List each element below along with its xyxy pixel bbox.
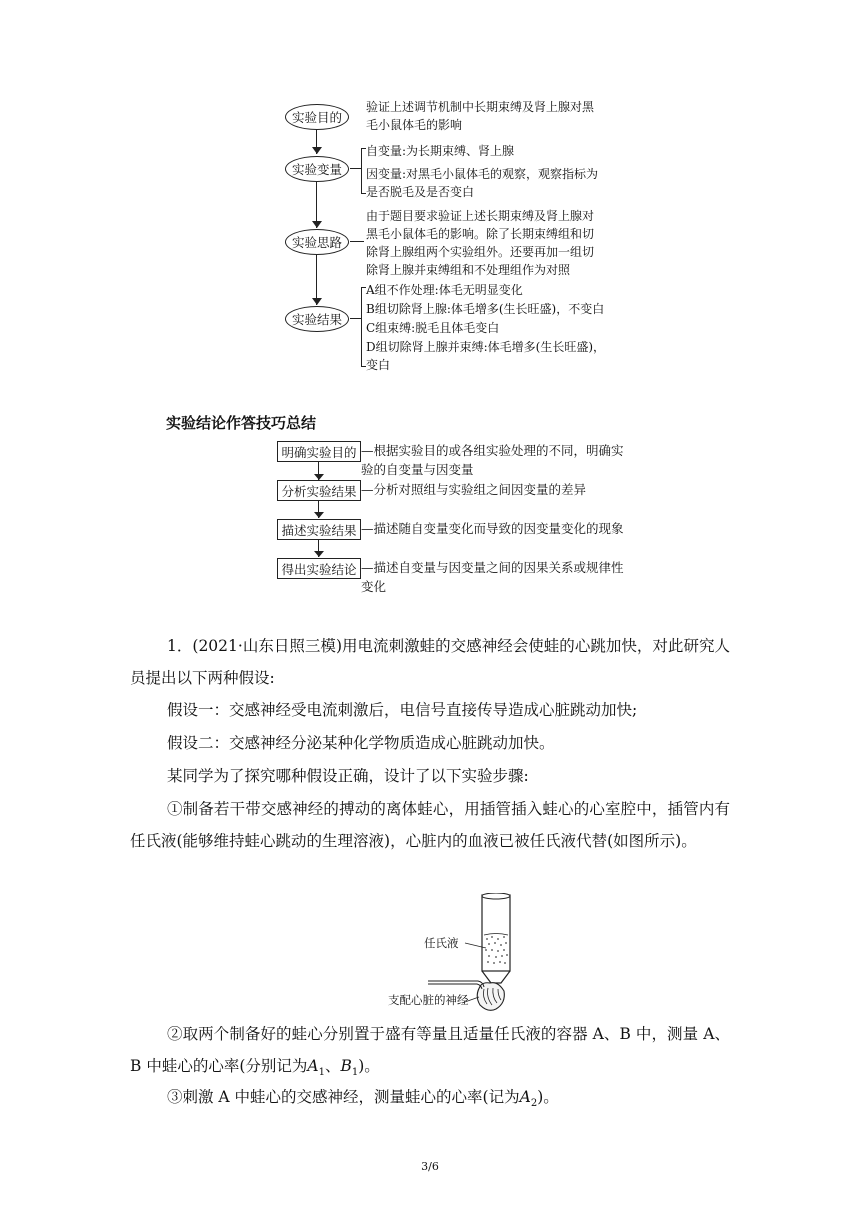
experiment-intro: 某同学为了探究哪种假设正确，设计了以下实验步骤: — [167, 767, 529, 785]
flow1-independent-variable: 自变量:为长期束缚、肾上腺 — [366, 144, 515, 158]
step-three-var-a: A — [519, 1088, 531, 1106]
step-two-end: )。 — [358, 1057, 380, 1075]
flow1-node-idea: 实验思路 — [285, 229, 349, 255]
page-number: 3/6 — [421, 1160, 439, 1173]
flow1-node-purpose-desc: 验证上述调节机制中长期束缚及肾上腺对黑 毛小鼠体毛的影响 — [366, 100, 595, 132]
hypothesis-one: 假设一：交感神经受电流刺激后，电信号直接传导造成心脏跳动加快; — [167, 701, 638, 719]
flow2-step-draw-conclusion-desc: —描述自变量与因变量之间的因果关系或规律性 变化 — [361, 560, 624, 594]
flow2-step-describe-results: 描述实验结果 — [277, 519, 361, 540]
flow2-step-define-purpose: 明确实验目的 — [277, 441, 361, 462]
step-three-text: ③刺激 A 中蛙心的交感神经，测量蛙心的心率(记为 — [167, 1088, 520, 1106]
flow1-dependent-variable: 因变量:对黑毛小鼠体毛的观察，观察指标为 是否脱毛及是否变白 — [366, 167, 599, 199]
step-two-var-a: A — [307, 1057, 319, 1075]
section-title: 实验结论作答技巧总结 — [166, 414, 317, 432]
flow1-result-c: C组束缚:脱毛且体毛变白 — [366, 321, 500, 335]
step-two-text: ②取两个制备好的蛙心分别置于盛有等量且适量任氏液的容器 A、B 中，测量 A、B 中蛙心的心率(分别记为 — [130, 1025, 730, 1075]
flow1-node-idea-desc: 由于题目要求验证上述长期束缚及肾上腺对 黑毛小鼠体毛的影响。除了长期束缚组和切 除肾上腺组两个实验组外。还要再加一组切 除肾上腺并束缚组和不处理组作为对照 — [366, 209, 595, 277]
question-intro: 1．(2021·山东日照三模)用电流刺激蛙的交感神经会使蛙的心跳加快，对此研究人员提出以下两种假设: — [130, 637, 730, 687]
flow2-step-draw-conclusion: 得出实验结论 — [277, 558, 361, 579]
step-two-sub-b: 1 — [351, 1067, 359, 1079]
flow2-step-define-purpose-desc: —根据实验目的或各组实验处理的不同，明确实 验的自变量与因变量 — [361, 443, 624, 477]
flow1-result-d: D组切除肾上腺并束缚:体毛增多(生长旺盛)， 变白 — [366, 340, 606, 372]
cardiac-nerve-label: 支配心脏的神经 — [388, 993, 469, 1007]
step-one: ①制备若干带交感神经的搏动的离体蛙心，用插管插入蛙心的心室腔中，插管内有任氏液(能够维持蛙心跳动的生理溶液)，心脏内的血液已被任氏液代替(如图所示)。 — [130, 800, 730, 850]
flow1-node-results: 实验结果 — [285, 306, 349, 332]
flow2-step-analyze-results-desc: —分析对照组与实验组之间因变量的差异 — [361, 482, 587, 497]
flow1-node-variables: 实验变量 — [285, 156, 349, 182]
step-two — [130, 1018, 730, 1089]
flow2-step-describe-results-desc: —描述随自变量变化而导致的因变量变化的现象 — [361, 521, 624, 536]
step-three-end: )。 — [537, 1088, 559, 1106]
hypothesis-two: 假设二：交感神经分泌某种化学物质造成心脏跳动加快。 — [167, 734, 555, 752]
flow1-result-a: A组不作处理:体毛无明显变化 — [366, 283, 523, 297]
step-two-var-b: B — [340, 1057, 352, 1075]
ringer-solution-label: 任氏液 — [424, 936, 459, 950]
flow1-node-purpose: 实验目的 — [285, 104, 349, 130]
step-two-separator: 、 — [324, 1057, 341, 1075]
flow1-result-b: B组切除肾上腺:体毛增多(生长旺盛)，不变白 — [366, 302, 605, 316]
step-three-sub-a: 2 — [530, 1098, 538, 1110]
step-two-sub-a: 1 — [318, 1067, 325, 1079]
step-three — [130, 1081, 730, 1120]
flow2-step-analyze-results: 分析实验结果 — [277, 480, 361, 501]
